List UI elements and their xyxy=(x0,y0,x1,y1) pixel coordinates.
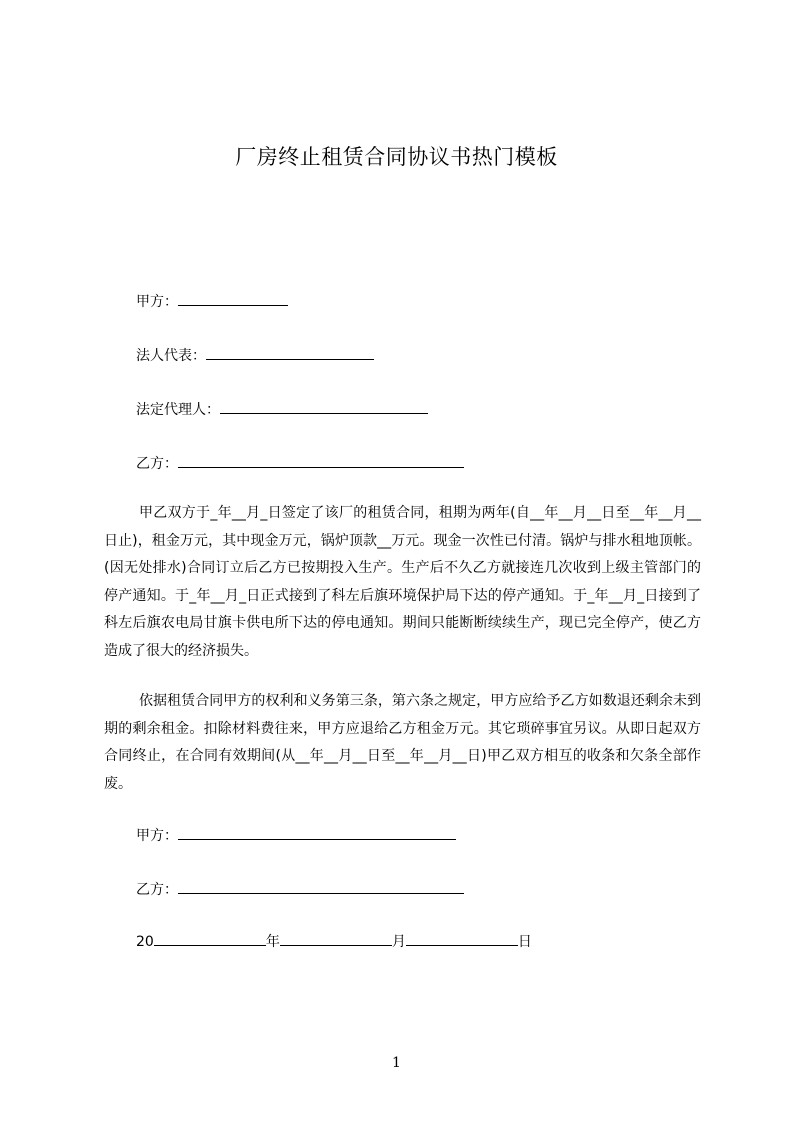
party-b-blank xyxy=(178,453,464,468)
party-b-label: 乙方： xyxy=(136,456,178,472)
page-title: 厂房终止租赁合同协议书热门模板 xyxy=(235,145,558,169)
party-a-field xyxy=(136,291,288,312)
sign-party-b-field xyxy=(136,879,464,900)
sign-party-a-blank xyxy=(178,825,456,840)
sign-party-a-label: 甲方： xyxy=(136,828,178,844)
paragraph-termination-terms: 依据租赁合同甲方的权利和义务第三条，第六条之规定，甲方应给予乙方如数退还剩余未到期的剩余租金。扣除材料费往来，甲方应退给乙方租金万元。其它琐碎事宜另议。从即日起双方合同终止，在合同有效期间(从__年__月__日至__年__月__日)甲乙双方相互的收条和欠条全部作废。 xyxy=(104,693,701,792)
legal-rep-blank xyxy=(206,345,374,360)
date-line xyxy=(136,931,532,952)
legal-agent-blank xyxy=(220,399,428,414)
date-month-label: 月 xyxy=(391,934,406,950)
legal-rep-field xyxy=(136,345,374,366)
legal-agent-label: 法定代理人： xyxy=(136,402,220,418)
date-month-blank xyxy=(280,931,392,946)
date-day-blank xyxy=(406,931,518,946)
sign-party-a-field xyxy=(136,825,456,846)
sign-party-b-label: 乙方： xyxy=(136,882,178,898)
party-a-blank xyxy=(178,291,288,306)
paragraph-lease-history: 甲乙双方于_年__月_日签定了该厂的租赁合同，租期为两年(自__年__月__日至__年__月__日止)，租金万元，其中现金万元，锅炉顶款__万元。现金一次性已付清。锅炉与排水租地顶帐。(因无处排水)合同订立后乙方已按期投入生产。生产后不久乙方就接连几次收到上级主管部门的停产通知。于_年__月_日正式接到了科左后旗环境保护局下达的停产通知。于_年__月_日接到了科左后旗农电局甘旗卡供电所下达的停电通知。期间只能断断续续生产，现已完全停产，使乙方造成了很大的经济损失。 xyxy=(104,505,701,659)
page-number: 1 xyxy=(392,1055,401,1071)
date-year-blank xyxy=(154,931,266,946)
date-day-label: 日 xyxy=(517,934,532,950)
party-b-field xyxy=(136,453,464,474)
legal-rep-label: 法人代表： xyxy=(136,348,206,364)
sign-party-b-blank xyxy=(178,879,464,894)
date-year-label: 年 xyxy=(265,934,280,950)
party-a-label: 甲方： xyxy=(136,294,178,310)
legal-agent-field xyxy=(136,399,428,420)
date-prefix: 20 xyxy=(136,934,154,950)
